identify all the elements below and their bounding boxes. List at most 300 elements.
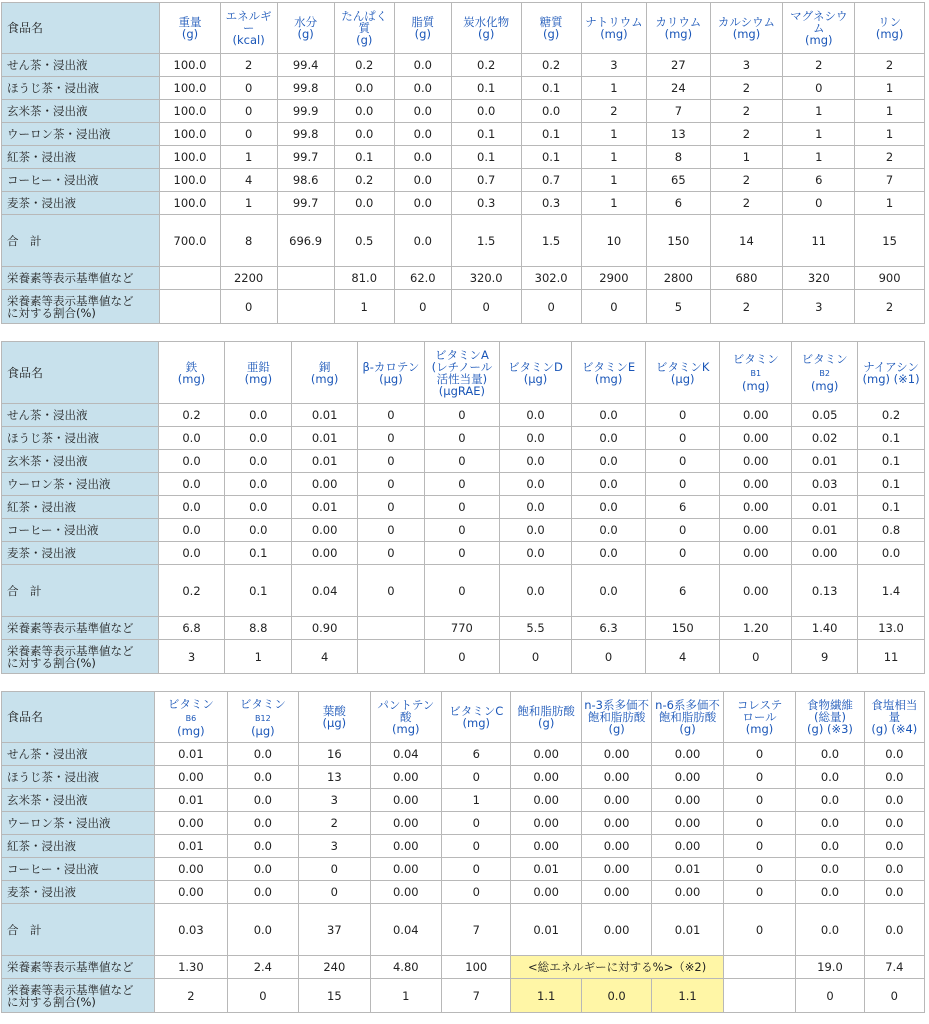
column-header [796,692,864,743]
nutrient-value: 8 [647,146,710,169]
header-line: ナトリウム [585,15,643,29]
nutrient-value: 16 [299,743,370,766]
nutrient-value: 0 [358,542,425,565]
nutrient-value: 0.0 [864,743,924,766]
column-header [572,342,646,404]
nutrient-value: 0 [299,858,370,881]
nutrient-value: 2 [710,169,783,192]
header-line: (μg) [251,723,275,738]
table-row [2,881,925,904]
header-line: (mg) [732,27,761,41]
food-name: ほうじ茶・浸出液 [2,766,155,789]
table-row [2,146,925,169]
column-header [358,342,425,404]
standard-value: 900 [855,267,925,290]
standard-value [723,956,795,979]
total-value: 0.5 [334,215,394,267]
food-name: コーヒー・浸出液 [2,169,160,192]
food-name-header: 食品名 [2,692,155,743]
nutrient-value: 0.0 [227,881,298,904]
nutrient-value: 0.0 [227,812,298,835]
total-value: 0.03 [155,904,227,956]
nutrient-value: 0.00 [155,812,227,835]
nutrient-value: 0.1 [334,146,394,169]
total-value: 11 [783,215,855,267]
ratio-value [277,290,334,324]
ratio-value: 0 [864,979,924,1013]
total-row [2,904,925,956]
nutrient-value: 1 [855,123,925,146]
nutrient-value: 0.00 [581,766,651,789]
food-name: コーヒー・浸出液 [2,858,155,881]
standard-label: 栄養素等表示基準値など [2,956,155,979]
header-line: ビタミン [732,352,779,366]
nutrient-value: 0.00 [511,812,581,835]
nutrient-value: 1 [783,100,855,123]
ratio-value: 15 [299,979,370,1013]
nutrient-value: 1 [581,146,646,169]
ratio-label-line: に対する割合(%) [7,994,96,1009]
total-value: 6 [646,565,720,617]
total-value: 1.5 [521,215,581,267]
header-line: B6 [185,713,197,723]
nutrient-value: 0.00 [370,881,441,904]
nutrient-value: 0.0 [864,881,924,904]
table-row [2,519,925,542]
nutrient-value: 6 [442,743,511,766]
nutrient-value: 1 [783,123,855,146]
total-row [2,565,925,617]
header-line: n-6系多価不 [655,698,720,712]
total-value: 0.0 [796,904,864,956]
nutrient-value: 0.0 [572,519,646,542]
column-header [292,342,358,404]
nutrient-value: 2 [220,54,277,77]
nutrient-value: 0 [220,77,277,100]
header-line: (g) [414,27,431,41]
total-value: 0 [358,565,425,617]
total-value: 0.01 [652,904,723,956]
total-value: 696.9 [277,215,334,267]
standard-value: 6.8 [158,617,225,640]
nutrient-value: 0 [723,881,795,904]
nutrient-value: 3 [299,835,370,858]
ratio-value: 0 [572,640,646,674]
header-line: ナイアシン [863,359,919,374]
nutrient-value: 0.0 [499,450,571,473]
header-line: ビタミンD [508,359,563,374]
standard-value: 150 [646,617,720,640]
food-name-header: 食品名 [2,3,160,54]
header-line: (mg) [742,379,770,393]
nutrient-value: 0.0 [796,743,864,766]
food-name: ほうじ茶・浸出液 [2,77,160,100]
nutrient-value: 0.01 [155,789,227,812]
nutrient-value: 0 [442,766,511,789]
column-header [783,3,855,54]
nutrient-value: 1 [581,192,646,215]
nutrient-value: 0.00 [581,881,651,904]
header-line: 飽和脂肪酸 [587,710,646,724]
column-header [220,3,277,54]
header-line: (g) (※4) [871,722,918,736]
column-header [334,3,394,54]
ratio-value: 0 [220,290,277,324]
header-line: コレステ [736,698,783,712]
standard-value: 81.0 [334,267,394,290]
header-line: (g) (※3) [807,722,853,736]
header-line: (mg) [594,371,623,386]
nutrient-value: 0.0 [796,789,864,812]
nutrient-value: 0.0 [225,496,292,519]
total-value: 8 [220,215,277,267]
total-value: 0.0 [864,904,924,956]
nutrient-value: 0.1 [521,77,581,100]
nutrient-value: 0.01 [155,743,227,766]
nutrient-value: 0.1 [521,123,581,146]
total-value: 15 [855,215,925,267]
header-line: 飽和脂肪酸 [517,704,575,718]
header-line: (mg) [810,379,839,393]
standard-value: 1.30 [155,956,227,979]
nutrient-value: 0.00 [720,496,792,519]
nutrition-table-1 [1,2,925,324]
nutrient-value: 0.0 [158,450,225,473]
nutrient-value: 1 [581,169,646,192]
table-row [2,789,925,812]
standard-value: 13.0 [858,617,925,640]
ratio-value: 1.1 [652,979,723,1013]
header-line: ビタミンA [434,347,489,362]
standard-row [2,617,925,640]
table-row [2,427,925,450]
standard-value: 5.5 [499,617,571,640]
nutrient-value: 0 [358,519,425,542]
nutrient-value: 0 [358,473,425,496]
nutrient-value: 0.2 [334,54,394,77]
nutrient-value: 7 [647,100,710,123]
food-name: 玄米茶・浸出液 [2,450,159,473]
total-value: 0.0 [572,565,646,617]
nutrient-value: 13 [299,766,370,789]
nutrient-value: 0.0 [499,427,571,450]
total-label: 合 計 [2,565,159,617]
nutrient-value: 3 [581,54,646,77]
nutrient-value: 2 [855,146,925,169]
table-row [2,123,925,146]
ratio-value: 2 [155,979,227,1013]
total-value: 0.01 [511,904,581,956]
food-name-header: 食品名 [2,342,159,404]
standard-value [277,267,334,290]
column-header [225,342,292,404]
column-header [855,3,925,54]
nutrient-value: 0.0 [158,496,225,519]
food-name: 麦茶・浸出液 [2,192,160,215]
nutrient-value: 0.00 [155,858,227,881]
nutrient-value: 0.00 [370,766,441,789]
header-line: (mg) [244,371,273,386]
header-line: (mg) [462,716,490,730]
ratio-value: 0 [424,640,499,674]
total-value: 10 [581,215,646,267]
food-name: ウーロン茶・浸出液 [2,473,159,496]
nutrient-value: 2 [299,812,370,835]
ratio-value: 0 [394,290,451,324]
nutrient-value: 0.00 [652,789,723,812]
nutrient-value: 0 [723,812,795,835]
ratio-value: 1.1 [511,979,581,1013]
nutrient-value: 0 [220,123,277,146]
nutrient-value: 0 [220,100,277,123]
header-line: ビタミンE [581,359,636,374]
food-name: 紅茶・浸出液 [2,146,160,169]
nutrient-value: 0.2 [334,169,394,192]
nutrient-value: 0.0 [796,812,864,835]
header-line: 重量 [178,15,202,29]
header-line: ビタミンK [655,359,710,374]
column-header [652,692,723,743]
nutrient-value: 0 [424,542,499,565]
table-row [2,192,925,215]
header-line: (μgRAE) [438,383,486,398]
food-name: 玄米茶・浸出液 [2,789,155,812]
column-header [370,692,441,743]
ratio-value: 0 [521,290,581,324]
nutrient-value: 2 [710,123,783,146]
total-value: 700.0 [160,215,220,267]
nutrient-value: 0.3 [521,192,581,215]
nutrient-value: 0.2 [858,404,925,427]
header-line: (g) [181,27,199,41]
nutrient-value: 0.0 [521,100,581,123]
nutrient-value: 0.03 [792,473,858,496]
nutrient-value: 0.00 [720,542,792,565]
nutrient-value: 0.01 [792,496,858,519]
nutrient-value: 0.0 [225,473,292,496]
nutrient-value: 0.0 [796,835,864,858]
nutrient-value: 0 [723,789,795,812]
standard-row [2,956,925,979]
standard-value: 2200 [220,267,277,290]
nutrient-value: 1 [783,146,855,169]
nutrient-value: 0 [783,192,855,215]
nutrient-value: 0.01 [155,835,227,858]
nutrient-value: 0.1 [225,542,292,565]
standard-value: 320.0 [451,267,521,290]
header-line: (μg) [379,371,403,386]
standard-value: 770 [424,617,499,640]
nutrient-value: 0.00 [370,789,441,812]
nutrient-value: 0.8 [858,519,925,542]
nutrient-value: 1 [855,100,925,123]
nutrient-value: 0.0 [334,192,394,215]
header-line: 銅 [318,359,331,374]
nutrient-value: 99.8 [277,123,334,146]
standard-value: 302.0 [521,267,581,290]
header-line: B1 [750,369,762,378]
ratio-label-line: 栄養素等表示基準値など [7,643,134,658]
nutrient-value: 0.0 [158,473,225,496]
header-line: (mg) [310,371,339,386]
standard-value: 1.20 [720,617,792,640]
nutrient-value: 0.00 [511,881,581,904]
nutrient-value: 0.1 [451,146,521,169]
ratio-value: 0 [451,290,521,324]
standard-value: 4.80 [370,956,441,979]
header-line: マグネシウ [790,9,848,23]
header-line: ロール [742,710,777,724]
column-header [451,3,521,54]
total-value: 0 [723,904,795,956]
header-line: 食塩相当量 [871,698,918,724]
standard-row [2,267,925,290]
nutrient-value: 100.0 [160,192,220,215]
standard-value: 62.0 [394,267,451,290]
column-header [710,3,783,54]
ratio-label [2,979,155,1013]
column-header [646,342,720,404]
total-row [2,215,925,267]
nutrient-value: 1 [855,77,925,100]
nutrient-value: 65 [647,169,710,192]
nutrition-table-3 [1,691,925,1013]
nutrient-value: 99.7 [277,146,334,169]
total-value: 0 [424,565,499,617]
nutrient-value: 0 [424,404,499,427]
nutrient-value: 0 [723,766,795,789]
nutrient-value: 0.0 [227,766,298,789]
ratio-label-line: 栄養素等表示基準値など [7,293,134,308]
nutrient-value: 0.00 [511,835,581,858]
nutrient-value: 0.0 [796,881,864,904]
header-line: (mg) [664,27,693,41]
ratio-label [2,290,160,324]
nutrient-value: 0 [646,473,720,496]
header-line: β-カロテン [362,359,420,374]
table-row [2,835,925,858]
nutrient-value: 7 [855,169,925,192]
nutrient-value: 0.01 [792,450,858,473]
standard-value: 680 [710,267,783,290]
nutrient-value: 0.00 [581,812,651,835]
standard-value: 2900 [581,267,646,290]
ratio-value [723,979,795,1013]
nutrient-value: 0.0 [864,766,924,789]
header-line: 食物繊維 [806,698,853,712]
nutrient-value: 0.1 [858,473,925,496]
column-header [394,3,451,54]
standard-value: 320 [783,267,855,290]
nutrient-value: 100.0 [160,54,220,77]
food-name: ほうじ茶・浸出液 [2,427,159,450]
total-value: 0.00 [720,565,792,617]
ratio-value: 0 [499,640,571,674]
nutrient-value: 0 [424,519,499,542]
nutrient-value: 0 [723,743,795,766]
ratio-label [2,640,159,674]
ratio-value: 7 [442,979,511,1013]
table-row [2,473,925,496]
nutrient-value: 0 [358,496,425,519]
column-header [723,692,795,743]
header-row [2,692,925,743]
column-header [720,342,792,404]
header-line: 鉄 [185,359,198,374]
food-name: 麦茶・浸出液 [2,881,155,904]
nutrient-value: 0.00 [652,835,723,858]
header-line: 活性当量) [436,371,488,386]
column-header [424,342,499,404]
table-row [2,766,925,789]
nutrient-value: 0.0 [394,77,451,100]
nutrient-value: 0.00 [581,789,651,812]
nutrient-value: 0.0 [394,54,451,77]
nutrient-value: 27 [647,54,710,77]
column-header [160,3,220,54]
nutrient-value: 0.0 [572,427,646,450]
total-value: 0.0 [394,215,451,267]
column-header [442,692,511,743]
nutrient-value: 3 [710,54,783,77]
ratio-value: 11 [858,640,925,674]
column-header [299,692,370,743]
header-line: パントテン [377,698,435,712]
nutrient-value: 99.8 [277,77,334,100]
header-line: 水分 [294,15,318,29]
total-label: 合 計 [2,215,160,267]
nutrient-value: 0.1 [451,77,521,100]
nutrient-value: 0.01 [292,427,358,450]
nutrient-value: 1 [710,146,783,169]
standard-value: 0.90 [292,617,358,640]
nutrient-value: 0.0 [394,123,451,146]
nutrient-value: 0.00 [155,881,227,904]
nutrient-value: 0.1 [858,450,925,473]
header-line: (g) [297,27,314,41]
total-value: 0.0 [499,565,571,617]
nutrient-value: 0.00 [720,404,792,427]
food-name: 麦茶・浸出液 [2,542,159,565]
total-value: 1.5 [451,215,521,267]
total-value: 7 [442,904,511,956]
nutrient-value: 0.0 [158,542,225,565]
food-name: せん茶・浸出液 [2,54,160,77]
nutrient-value: 0.00 [581,835,651,858]
ratio-value: 1 [334,290,394,324]
total-value: 0.1 [225,565,292,617]
nutrient-value: 1 [220,146,277,169]
ratio-value: 0 [581,290,646,324]
header-line: (mg) [177,371,206,386]
nutrient-value: 0.00 [720,519,792,542]
header-line: ビタミン [167,696,214,711]
food-name: 玄米茶・浸出液 [2,100,160,123]
nutrient-value: 0 [783,77,855,100]
nutrient-value: 0.0 [225,450,292,473]
nutrient-value: 0.0 [864,858,924,881]
nutrient-value: 13 [647,123,710,146]
nutrient-value: 0.00 [792,542,858,565]
nutrient-value: 0.00 [370,835,441,858]
nutrient-value: 0.0 [572,496,646,519]
nutrient-value: 0 [646,519,720,542]
header-line: (レチノール [431,359,493,374]
nutrient-value: 0 [299,881,370,904]
header-line: n-3系多価不 [584,698,649,712]
nutrient-value: 2 [783,54,855,77]
ratio-row [2,290,925,324]
